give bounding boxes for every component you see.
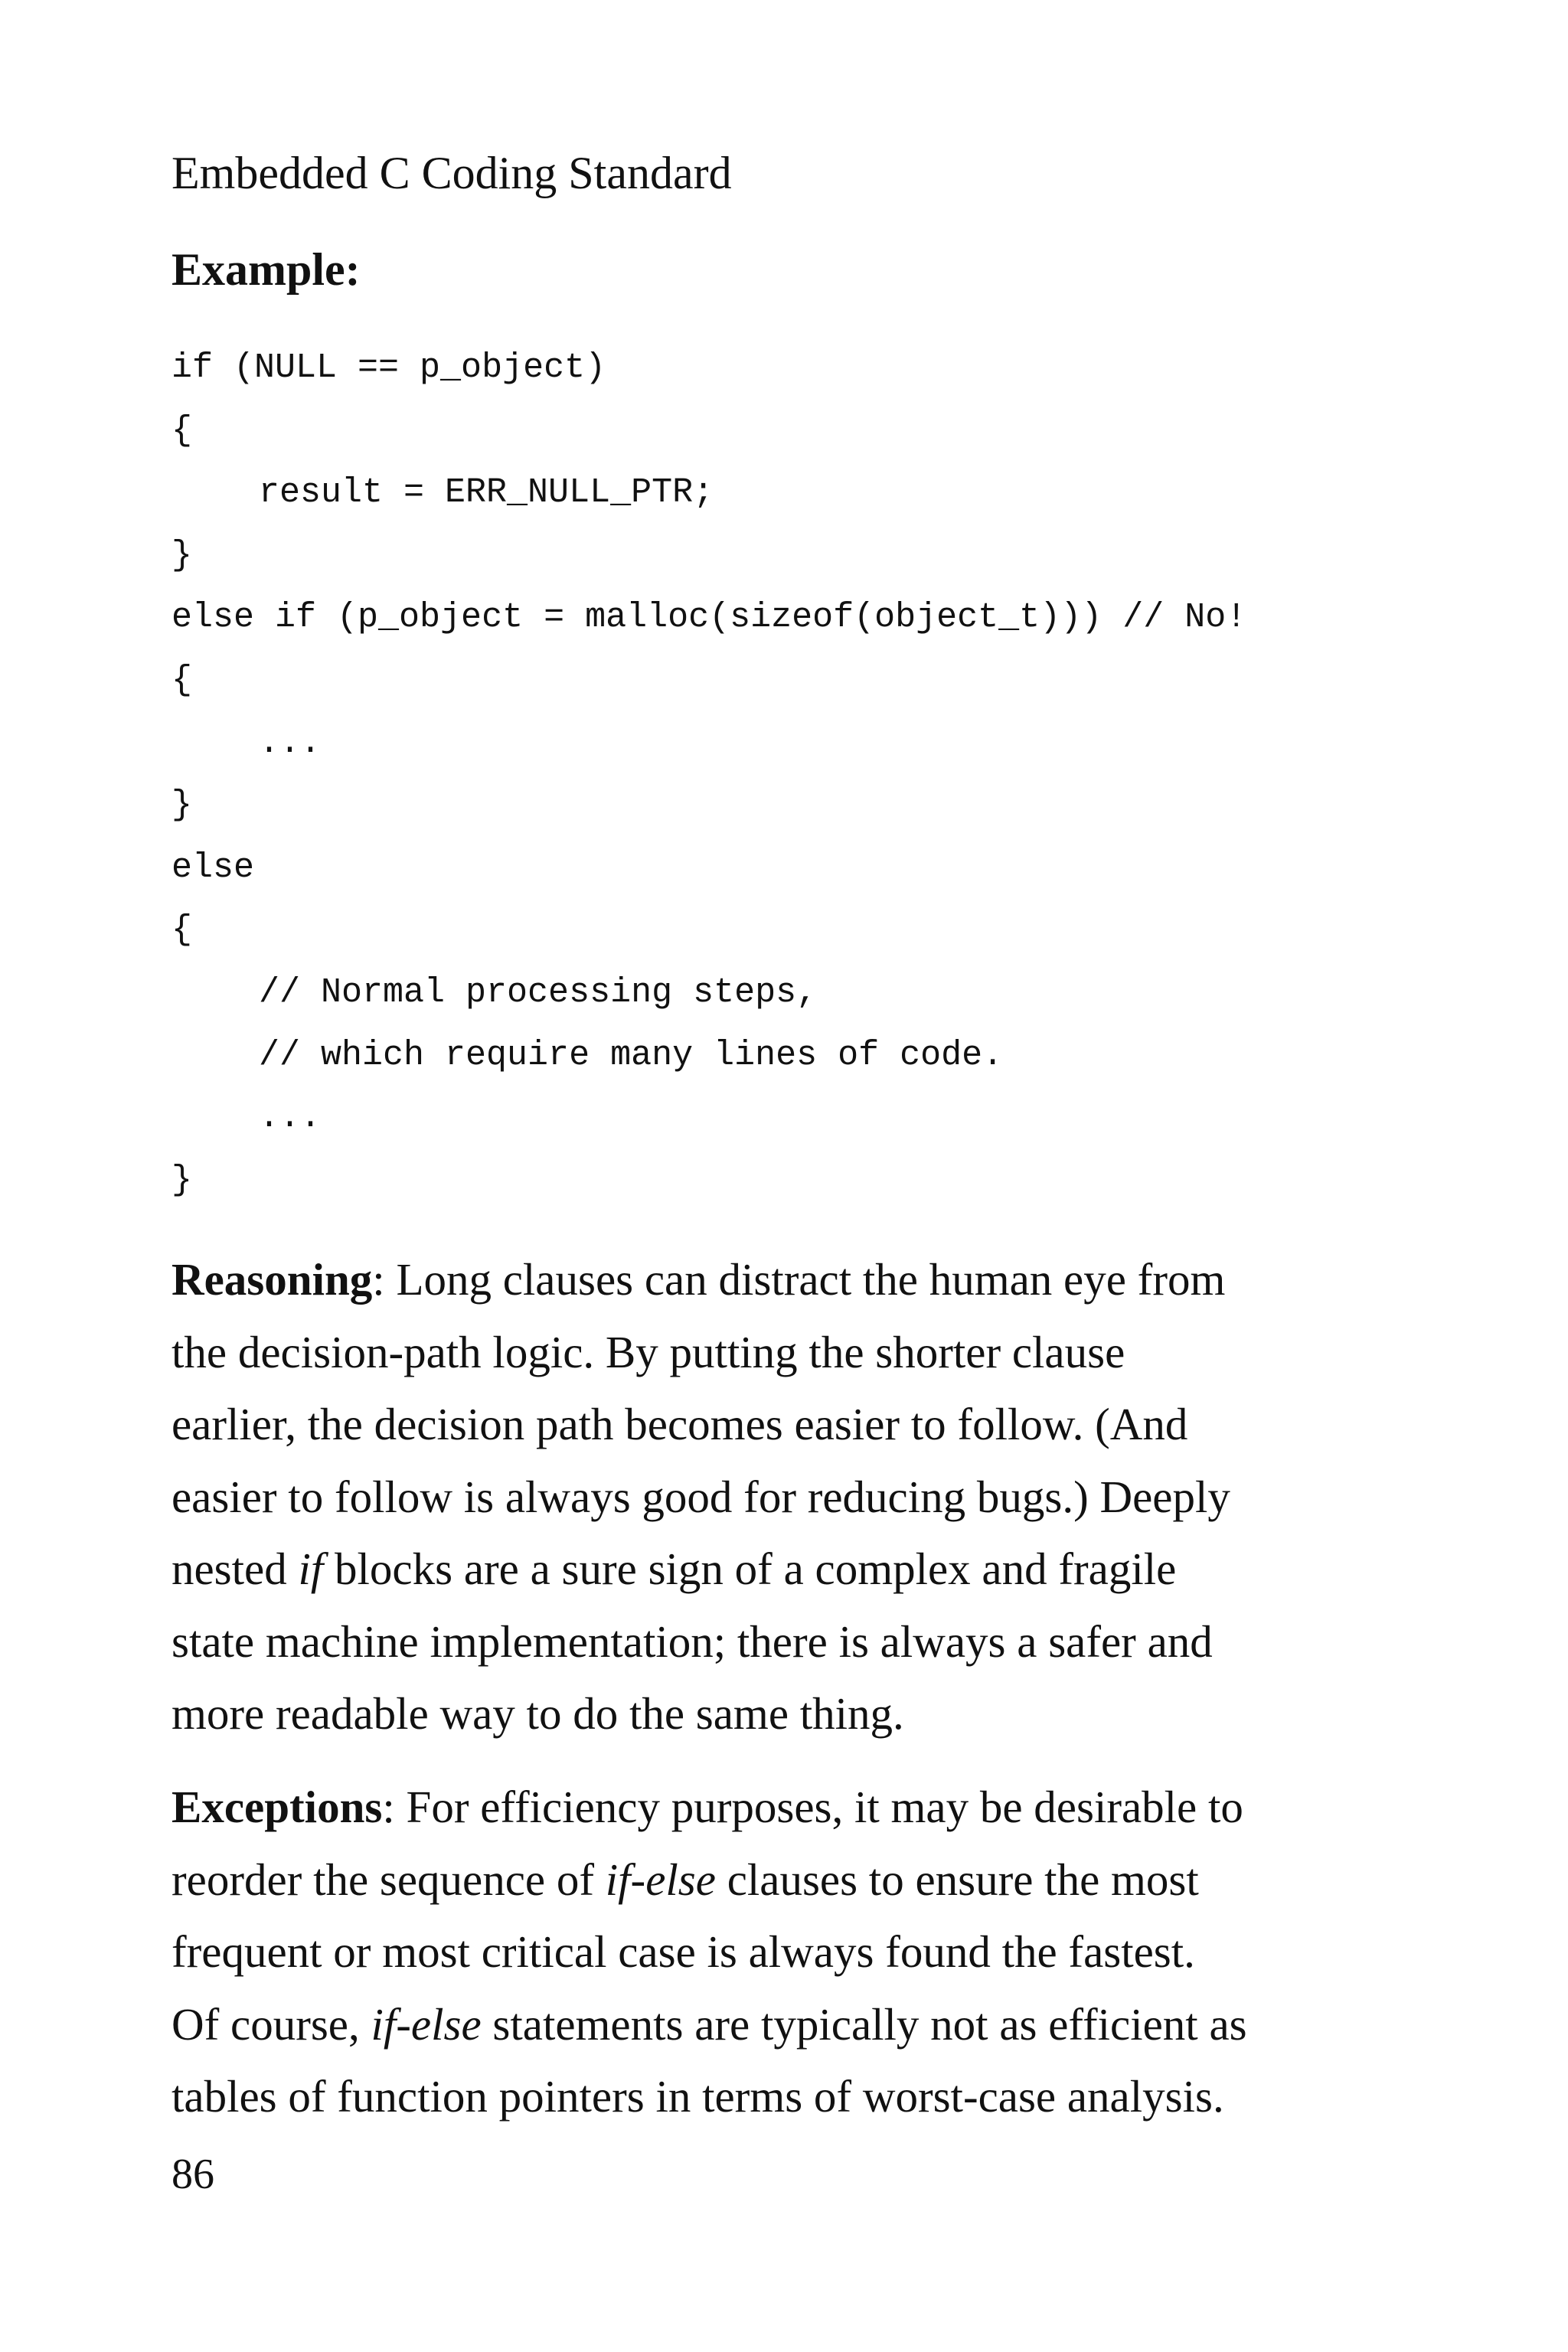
reasoning-paragraph [172,1243,1396,1750]
code-line [172,586,1473,649]
exceptions-label: Exceptions [172,1782,383,1832]
exceptions-text: clauses to ensure the most [715,1854,1199,1905]
reasoning-line [172,1533,1396,1606]
exceptions-paragraph [172,1771,1396,2133]
code-text: { [172,910,193,950]
code-text: // Normal processing steps, [259,972,818,1012]
code-text: result = ERR_NULL_PTR; [259,473,714,513]
reasoning-line: more readable way to do the same thing. [172,1688,904,1739]
code-text: { [172,410,193,450]
page-number: 86 [172,2151,214,2198]
code-text: if (NULL == p_object) [172,348,606,387]
reasoning-keyword-if: if [298,1544,324,1594]
code-text: // which require many lines of code. [259,1035,1004,1075]
code-line [172,400,1473,462]
exceptions-line: tables of function pointers in terms of worst-case analysis. [172,2071,1224,2122]
code-line [172,524,1473,587]
code-line [172,837,1473,900]
code-line [172,462,1473,524]
code-line [172,899,1473,962]
exceptions-keyword-if-else: if-else [371,1998,482,2050]
code-line [172,1086,1473,1149]
code-example [172,337,1473,1211]
reasoning-line: state machine implementation; there is always a safer and [172,1615,1213,1667]
code-text: ... [259,723,322,763]
code-text: } [172,1160,193,1200]
code-text: else [172,848,255,887]
exceptions-line: frequent or most critical case is always found the fastest. [172,1926,1195,1977]
reasoning-text: nested [172,1544,299,1594]
exceptions-line [172,1988,1396,2061]
exceptions-text: For efficiency purposes, it may be desirable to [406,1782,1243,1832]
exceptions-text: reorder the sequence of [172,1854,606,1905]
code-line [172,774,1473,837]
reasoning-separator: : [372,1254,397,1305]
reasoning-line: the decision-path logic. By putting the shorter clause [172,1326,1125,1377]
code-text: ... [259,1098,322,1138]
reasoning-line: easier to follow is always good for reducing bugs.) Deeply [172,1471,1230,1522]
example-heading: Example: [172,244,361,295]
code-line [172,1024,1473,1087]
reasoning-label: Reasoning [172,1254,373,1305]
code-line [172,712,1473,775]
reasoning-line: earlier, the decision path becomes easier to follow. (And [172,1399,1188,1449]
code-line [172,649,1473,712]
reasoning-line [172,1243,1396,1316]
exceptions-line [172,1844,1396,1916]
exceptions-keyword-if-else: if-else [605,1854,716,1905]
code-line [172,962,1473,1024]
code-text: { [172,660,193,700]
code-text: else if (p_object = malloc(sizeof(object_t))) // No! [172,598,1247,638]
exceptions-line [172,1771,1396,1844]
exceptions-separator: : [382,1782,407,1832]
reasoning-text: blocks are a sure sign of a complex and fragile [323,1544,1177,1594]
exceptions-text: statements are typically not as efficient as [481,1998,1247,2050]
exceptions-text: Of course, [172,1998,371,2050]
reasoning-text: Long clauses can distract the human eye from [396,1254,1226,1305]
code-text: } [172,535,193,575]
code-line [172,1149,1473,1212]
code-line [172,337,1473,400]
running-header: Embedded C Coding Standard [172,148,732,198]
code-text: } [172,786,193,825]
